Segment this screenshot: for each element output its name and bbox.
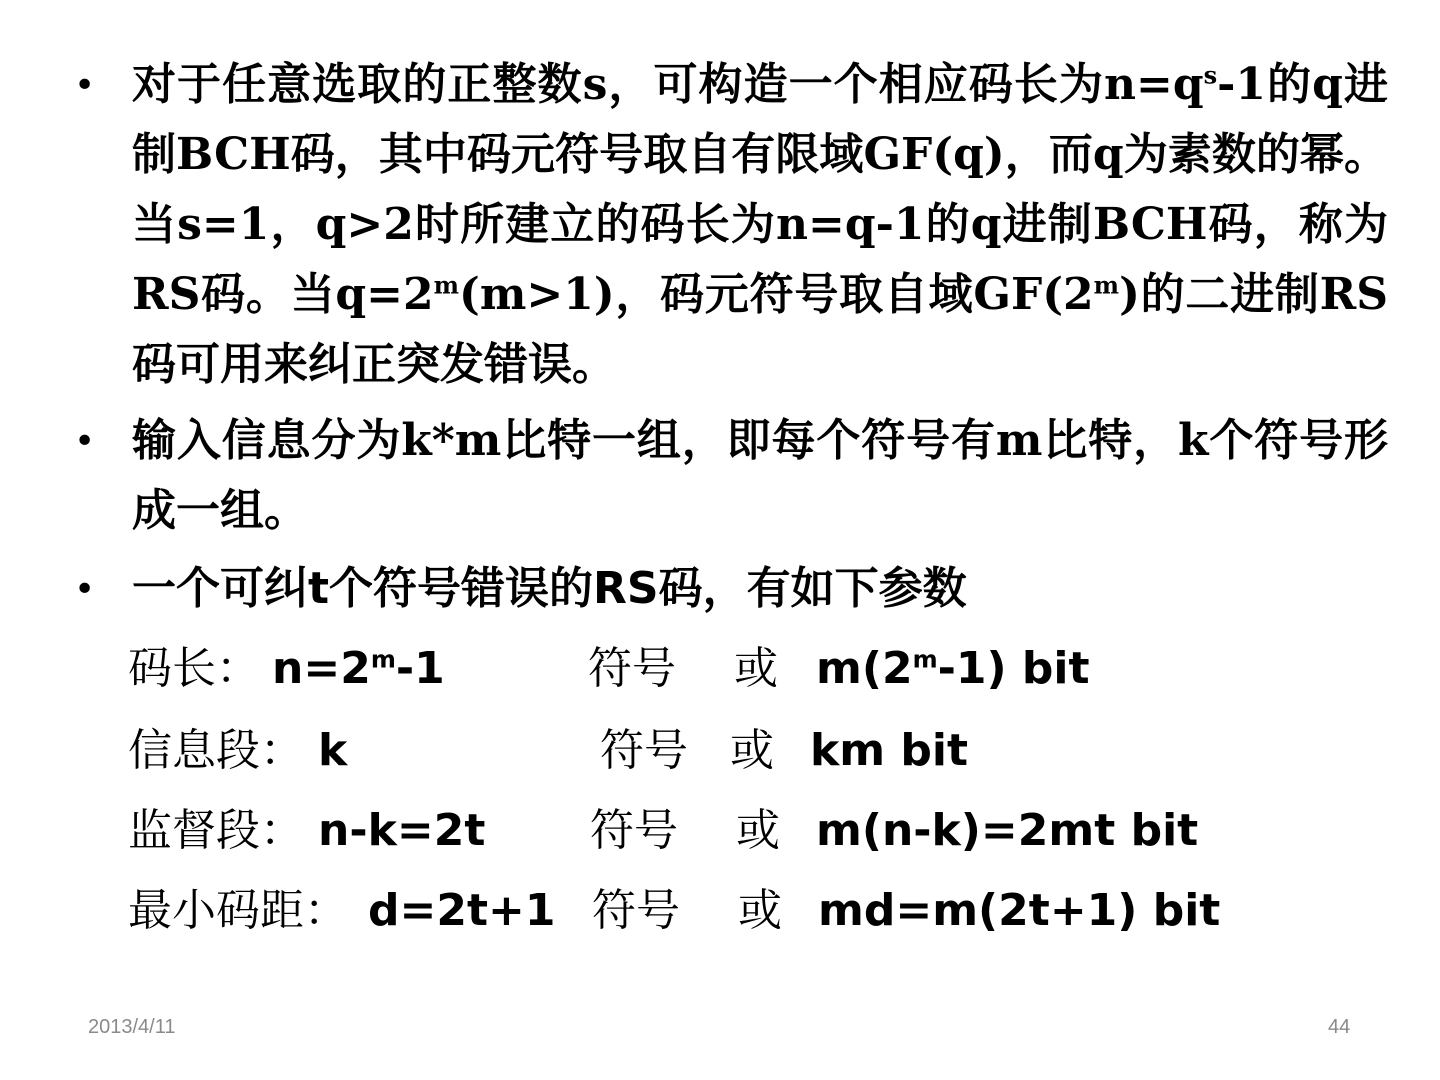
param-label: 监督段： [128,805,304,856]
param-unit: 符号 [590,805,678,856]
param-alt-value: m(2$^m$-1) bit [816,643,1090,694]
param-value: $n=2^m-1$ [272,643,445,694]
footer-page-number: 44 [1328,1016,1351,1038]
param-or: 或 [738,885,782,936]
param-or: 或 [734,643,778,694]
param-or: 或 [736,805,780,856]
bullet-text [132,50,1388,400]
footer-date: 2013/4/11 [88,1016,176,1038]
superscript: m [1093,270,1120,300]
param-unit: 符号 [588,643,676,694]
param-value: d=2t+1 [368,885,556,936]
bullet-text: 一个可纠t个符号错误的RS码，有如下参数 [132,563,967,614]
param-or: 或 [730,725,774,776]
bullet-dot: • [74,65,96,106]
text-segment: 对于任意选取的正整数s，可构造一个相应码长为n=q [132,59,1204,110]
param-label: 信息段： [128,725,304,776]
param-alt-value: km bit [810,725,969,776]
param-value: n-k=2t [318,805,486,856]
param-unit: 符号 [592,885,680,936]
param-alt-value: m(n-k)=2mt bit [816,805,1199,856]
superscript: m [433,270,459,300]
text-segment: (m>1)，码元符号取自域GF(2 [459,269,1094,320]
text-segment: -1的q进制BCH码，其中码元符号取自有限域GF(q)，而q为素数的幂。当s=1，q>2时所建立的码长为n=q-1的q进制BCH码，称为RS码。当q=2 [132,59,1388,320]
param-unit: 符号 [600,725,688,776]
param-label: 最小码距： [128,885,348,936]
superscript: s [1203,60,1218,90]
text-segment: )的二进制RS码可用来纠正突发错误。 [132,269,1388,390]
param-value: k [318,725,348,776]
bullet-dot: • [74,569,96,610]
param-alt-value: md=m(2t+1) bit [818,885,1221,936]
param-label: 码长： [128,643,260,694]
bullet-dot: • [74,421,96,462]
bullet-text: 输入信息分为k*m比特一组，即每个符号有m比特，k个符号形成一组。 [132,415,1388,536]
